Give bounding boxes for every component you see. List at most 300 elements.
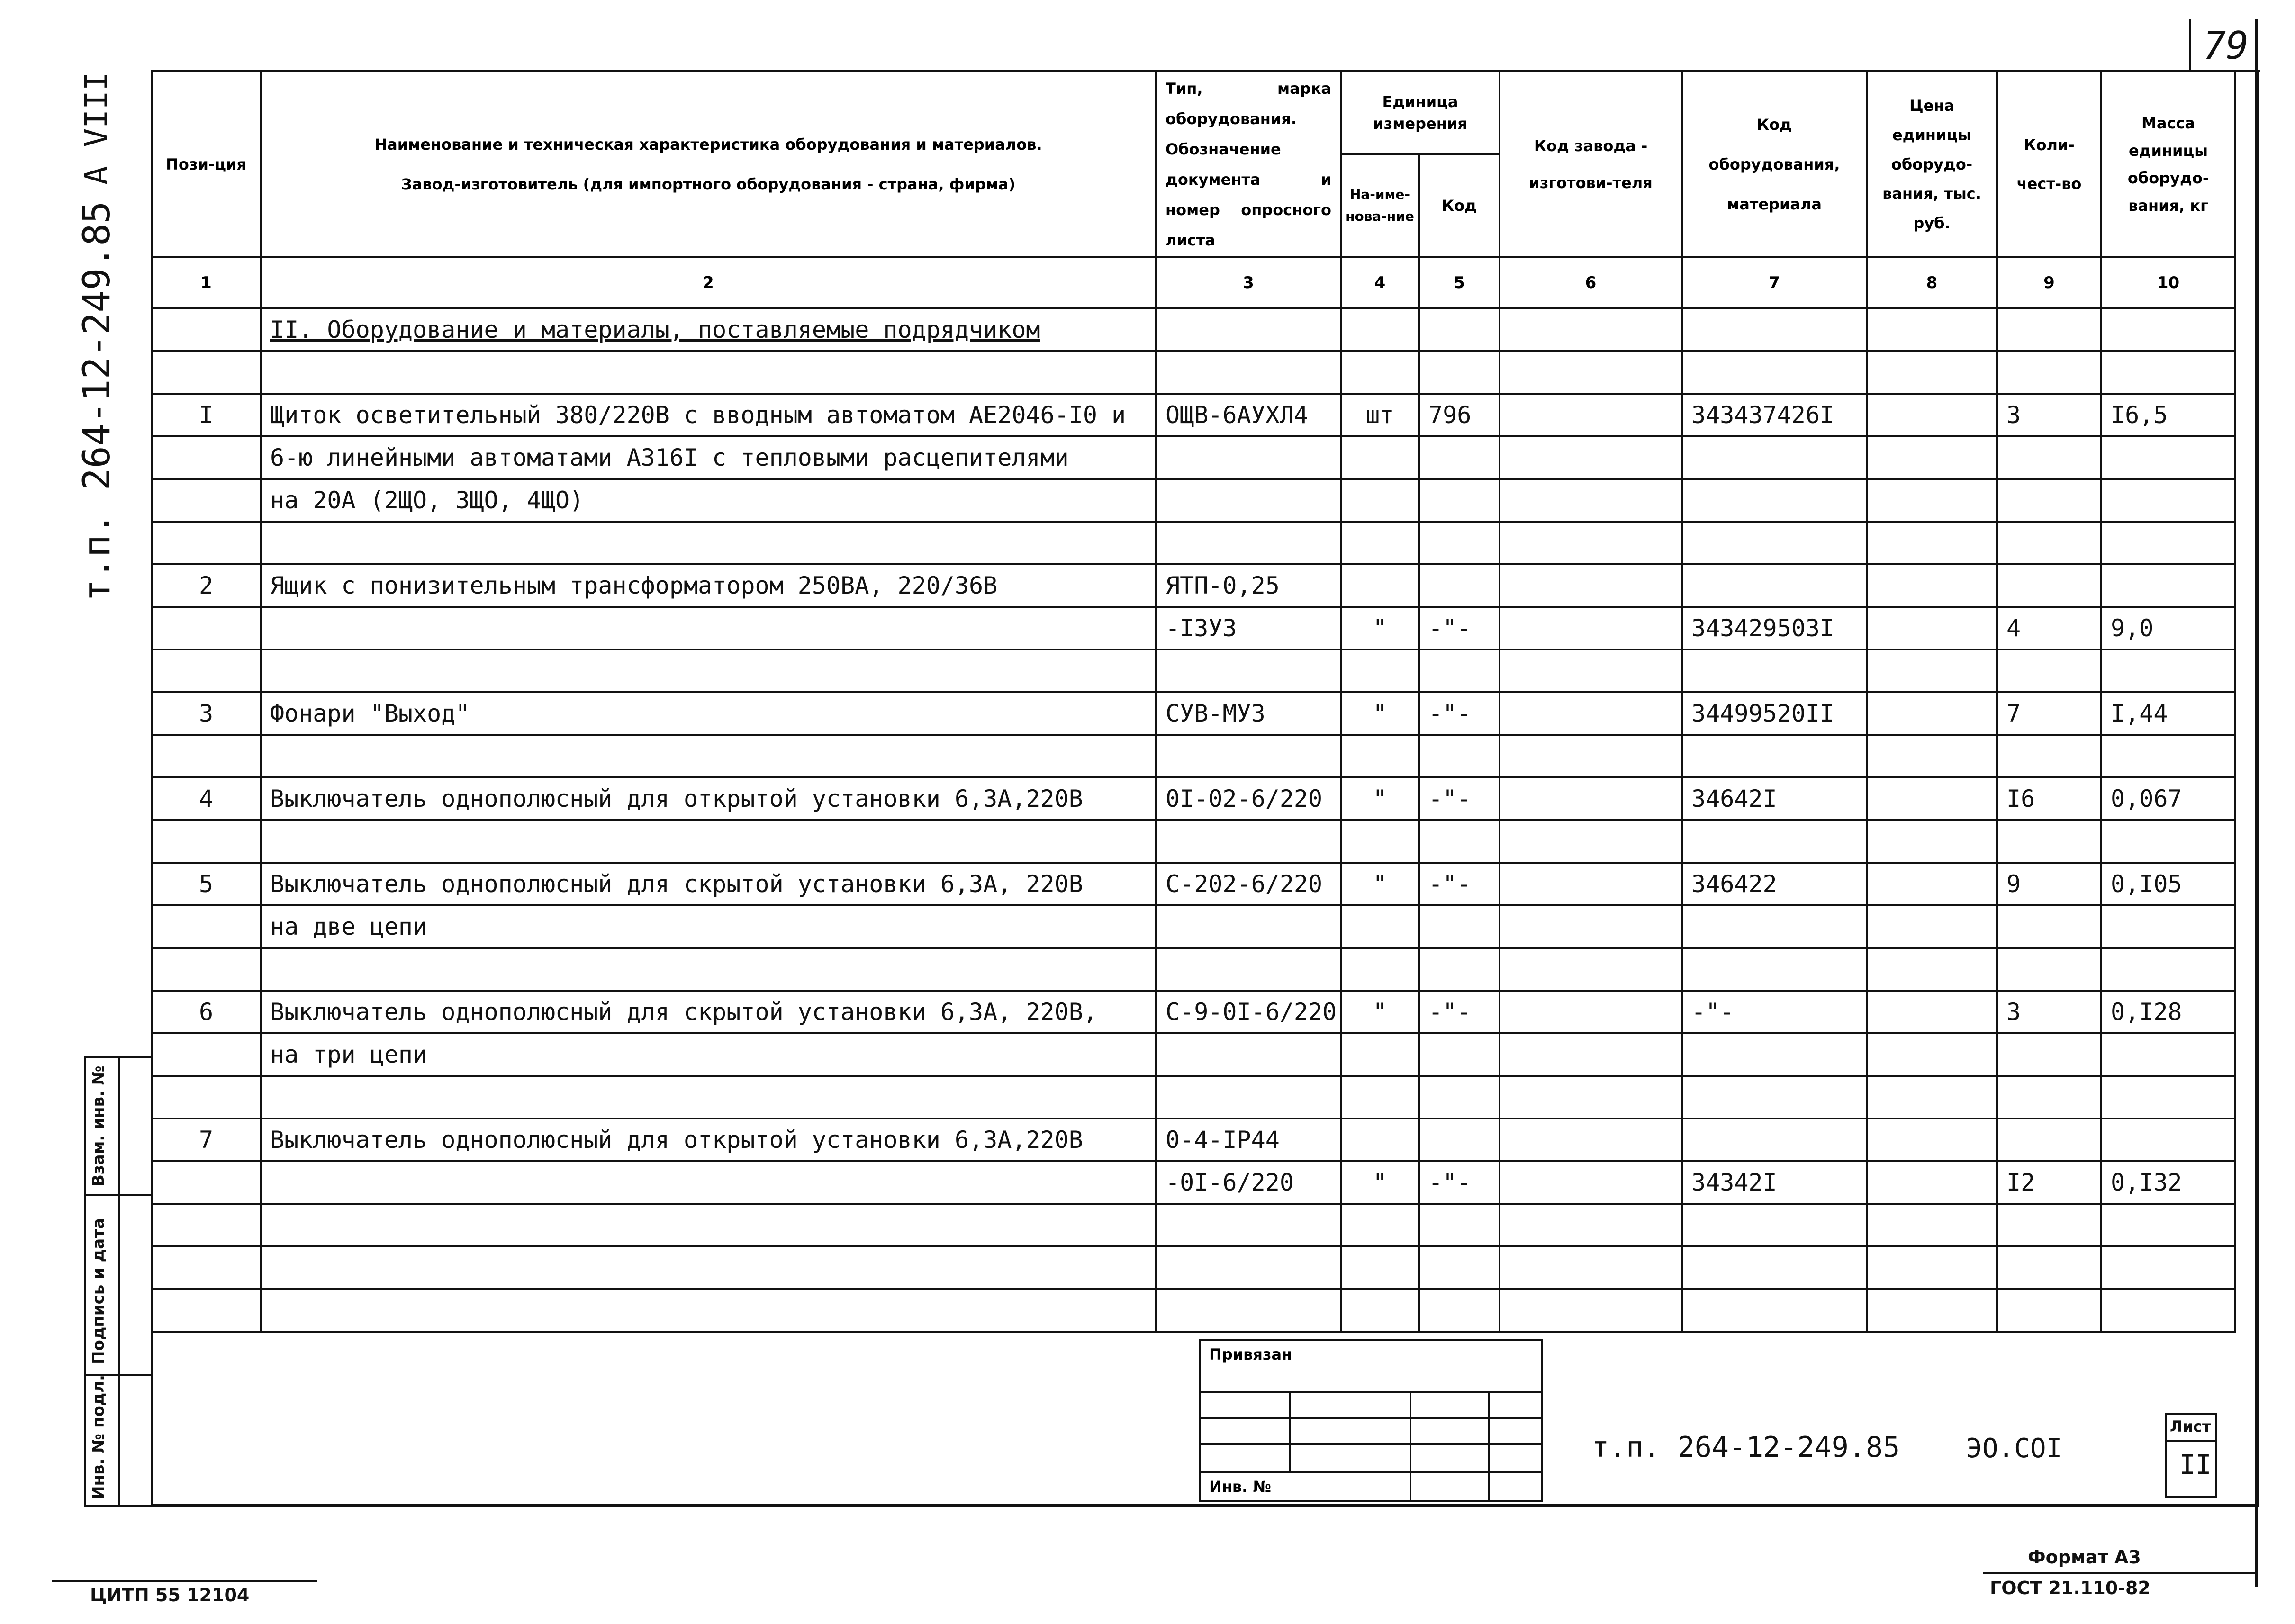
row-name <box>261 1161 1156 1204</box>
row-type <box>1156 351 1341 394</box>
row-quantity: I6 <box>1997 777 2101 820</box>
table-row <box>152 1076 2235 1119</box>
row-price <box>1867 351 1997 394</box>
table-row <box>152 863 2235 905</box>
table-row <box>152 820 2235 863</box>
row-unit <box>1341 948 1419 991</box>
row-type <box>1156 820 1341 863</box>
row-unit: " <box>1341 1161 1419 1204</box>
row-quantity <box>1997 905 2101 948</box>
table-row <box>152 479 2235 522</box>
column-number: 5 <box>1419 257 1500 308</box>
row-price <box>1867 1204 1997 1246</box>
row-unit-code <box>1419 522 1500 564</box>
row-equipment-code <box>1682 1076 1867 1119</box>
row-factory-code <box>1500 522 1682 564</box>
row-factory-code <box>1500 1289 1682 1332</box>
row-equipment-code: 34642I <box>1682 777 1867 820</box>
row-unit: " <box>1341 991 1419 1033</box>
row-quantity <box>1997 1076 2101 1119</box>
row-type <box>1156 1076 1341 1119</box>
row-equipment-code <box>1682 820 1867 863</box>
row-name: II. Оборудование и материалы, поставляемые подрядчиком <box>261 308 1156 351</box>
strip-divider <box>118 1056 120 1507</box>
row-name: на три цепи <box>261 1033 1156 1076</box>
table-row <box>152 991 2235 1033</box>
row-type <box>1156 905 1341 948</box>
row-name <box>261 820 1156 863</box>
row-factory-code <box>1500 1246 1682 1289</box>
row-type: -0I-6/220 <box>1156 1161 1341 1204</box>
row-quantity <box>1997 1289 2101 1332</box>
row-quantity <box>1997 650 2101 692</box>
column-number: 10 <box>2101 257 2235 308</box>
row-type: -I3У3 <box>1156 607 1341 650</box>
row-position <box>152 436 261 479</box>
footer-line <box>1983 1572 2258 1574</box>
table-row <box>152 394 2235 436</box>
row-position <box>152 479 261 522</box>
row-position <box>152 607 261 650</box>
table-row <box>152 948 2235 991</box>
row-mass <box>2101 820 2235 863</box>
row-price <box>1867 1161 1997 1204</box>
row-unit-code <box>1419 436 1500 479</box>
row-quantity <box>1997 479 2101 522</box>
row-position: I <box>152 394 261 436</box>
row-type: 0-4-IР44 <box>1156 1119 1341 1161</box>
row-mass <box>2101 905 2235 948</box>
row-price <box>1867 1119 1997 1161</box>
row-quantity <box>1997 1204 2101 1246</box>
row-name <box>261 735 1156 777</box>
table-row <box>152 1204 2235 1246</box>
row-unit-code: 796 <box>1419 394 1500 436</box>
row-unit <box>1341 479 1419 522</box>
row-price <box>1867 905 1997 948</box>
row-unit <box>1341 564 1419 607</box>
table-row <box>152 650 2235 692</box>
row-quantity <box>1997 1246 2101 1289</box>
row-quantity <box>1997 820 2101 863</box>
row-mass <box>2101 351 2235 394</box>
gost-label: ГОСТ 21.110-82 <box>1990 1578 2150 1598</box>
row-mass <box>2101 522 2235 564</box>
row-unit <box>1341 522 1419 564</box>
row-factory-code <box>1500 1204 1682 1246</box>
row-unit-code <box>1419 1119 1500 1161</box>
row-factory-code <box>1500 351 1682 394</box>
row-price <box>1867 863 1997 905</box>
row-type <box>1156 1204 1341 1246</box>
row-price <box>1867 1076 1997 1119</box>
row-name: Фонари "Выход" <box>261 692 1156 735</box>
row-mass <box>2101 1204 2235 1246</box>
row-position: 2 <box>152 564 261 607</box>
row-mass: 0,I32 <box>2101 1161 2235 1204</box>
binding-stamp <box>1199 1339 1543 1502</box>
row-type <box>1156 948 1341 991</box>
row-name: 6-ю линейными автоматами А316I с тепловыми расцепителями <box>261 436 1156 479</box>
bound-label: Привязан <box>1200 1340 1542 1392</box>
header-type: Тип, марка оборудования. Обозначение документа и номер опросного листа <box>1156 71 1341 257</box>
stamp-doc-suffix: ЭО.СОI <box>1966 1433 2062 1464</box>
row-unit-code <box>1419 650 1500 692</box>
row-quantity <box>1997 564 2101 607</box>
row-position: 5 <box>152 863 261 905</box>
row-type <box>1156 1033 1341 1076</box>
row-unit: " <box>1341 777 1419 820</box>
inv-orig-label: Инв. № подл. <box>89 1374 108 1499</box>
row-unit-code <box>1419 735 1500 777</box>
row-equipment-code: -"- <box>1682 991 1867 1033</box>
row-position <box>152 1289 261 1332</box>
row-factory-code <box>1500 564 1682 607</box>
sign-date-label: Подпись и дата <box>89 1218 108 1364</box>
row-position <box>152 1033 261 1076</box>
row-quantity <box>1997 436 2101 479</box>
row-name <box>261 948 1156 991</box>
row-name <box>261 1076 1156 1119</box>
row-unit-code: -"- <box>1419 692 1500 735</box>
column-number: 2 <box>261 257 1156 308</box>
row-type <box>1156 308 1341 351</box>
row-factory-code <box>1500 1033 1682 1076</box>
row-mass <box>2101 564 2235 607</box>
publisher-label: ЦИТП 55 12104 <box>90 1585 250 1606</box>
row-type: ОЩВ-6АУХЛ4 <box>1156 394 1341 436</box>
header-unit-name: На-име-нова-ние <box>1341 154 1419 257</box>
row-mass: I6,5 <box>2101 394 2235 436</box>
row-position <box>152 948 261 991</box>
row-factory-code <box>1500 1076 1682 1119</box>
row-quantity: 7 <box>1997 692 2101 735</box>
row-factory-code <box>1500 692 1682 735</box>
table-row <box>152 607 2235 650</box>
row-unit <box>1341 735 1419 777</box>
column-number: 6 <box>1500 257 1682 308</box>
row-equipment-code <box>1682 948 1867 991</box>
row-factory-code <box>1500 735 1682 777</box>
row-equipment-code <box>1682 351 1867 394</box>
row-equipment-code <box>1682 522 1867 564</box>
row-unit-code <box>1419 905 1500 948</box>
row-mass <box>2101 1119 2235 1161</box>
table-body <box>152 308 2235 1332</box>
row-unit-code: -"- <box>1419 777 1500 820</box>
table-row <box>152 1161 2235 1204</box>
row-quantity: 4 <box>1997 607 2101 650</box>
row-mass <box>2101 1076 2235 1119</box>
row-position <box>152 1204 261 1246</box>
table-row <box>152 1119 2235 1161</box>
row-position: 6 <box>152 991 261 1033</box>
row-price <box>1867 1246 1997 1289</box>
header-unit-code: Код <box>1419 154 1500 257</box>
row-price <box>1867 564 1997 607</box>
sheet-label: Лист <box>2170 1417 2211 1435</box>
row-quantity <box>1997 351 2101 394</box>
right-edge-line <box>2255 19 2258 1587</box>
row-position: 7 <box>152 1119 261 1161</box>
column-number: 1 <box>152 257 261 308</box>
row-unit-code <box>1419 351 1500 394</box>
row-unit: " <box>1341 607 1419 650</box>
row-quantity <box>1997 948 2101 991</box>
row-unit-code: -"- <box>1419 991 1500 1033</box>
row-unit <box>1341 1033 1419 1076</box>
row-equipment-code <box>1682 1119 1867 1161</box>
table-row <box>152 905 2235 948</box>
row-type <box>1156 436 1341 479</box>
row-quantity: 3 <box>1997 991 2101 1033</box>
row-name: Щиток осветительный 380/220В с вводным автоматом АЕ2046-I0 и <box>261 394 1156 436</box>
row-name: Выключатель однополюсный для скрытой установки 6,3А, 220В, <box>261 991 1156 1033</box>
row-unit-code: -"- <box>1419 607 1500 650</box>
footer-line-left <box>52 1580 317 1582</box>
row-quantity: 3 <box>1997 394 2101 436</box>
header-name-line1: Наименование и техническая характеристика оборудования и материалов. <box>374 135 1042 153</box>
row-equipment-code <box>1682 735 1867 777</box>
row-price <box>1867 607 1997 650</box>
row-mass <box>2101 436 2235 479</box>
row-price <box>1867 650 1997 692</box>
row-equipment-code <box>1682 905 1867 948</box>
table-row <box>152 522 2235 564</box>
row-mass: 0,067 <box>2101 777 2235 820</box>
row-factory-code <box>1500 436 1682 479</box>
row-unit-code <box>1419 1033 1500 1076</box>
row-unit <box>1341 436 1419 479</box>
column-number: 8 <box>1867 257 1997 308</box>
row-unit <box>1341 308 1419 351</box>
row-price <box>1867 308 1997 351</box>
row-position <box>152 905 261 948</box>
row-mass <box>2101 1246 2235 1289</box>
table-row <box>152 692 2235 735</box>
row-price <box>1867 1033 1997 1076</box>
row-price <box>1867 394 1997 436</box>
row-type: С-202-6/220 <box>1156 863 1341 905</box>
row-unit <box>1341 650 1419 692</box>
row-unit <box>1341 1289 1419 1332</box>
table-row <box>152 564 2235 607</box>
row-type: С-9-0I-6/220 <box>1156 991 1341 1033</box>
row-price <box>1867 1289 1997 1332</box>
row-position <box>152 820 261 863</box>
row-mass <box>2101 308 2235 351</box>
row-factory-code <box>1500 394 1682 436</box>
row-factory-code <box>1500 905 1682 948</box>
row-name <box>261 522 1156 564</box>
row-factory-code <box>1500 820 1682 863</box>
row-mass <box>2101 650 2235 692</box>
sheet-value: II <box>2179 1450 2212 1480</box>
row-unit-code <box>1419 1204 1500 1246</box>
row-unit-code <box>1419 1246 1500 1289</box>
row-position <box>152 522 261 564</box>
row-price <box>1867 820 1997 863</box>
row-quantity <box>1997 522 2101 564</box>
row-price <box>1867 735 1997 777</box>
row-type: 0I-02-6/220 <box>1156 777 1341 820</box>
row-mass: I,44 <box>2101 692 2235 735</box>
row-price <box>1867 522 1997 564</box>
row-name: Ящик с понизительным трансформатором 250ВА, 220/36В <box>261 564 1156 607</box>
row-price <box>1867 692 1997 735</box>
table-row <box>152 777 2235 820</box>
side-album-label: А VIII <box>78 72 115 185</box>
row-type <box>1156 735 1341 777</box>
row-quantity: 9 <box>1997 863 2101 905</box>
row-name: на две цепи <box>261 905 1156 948</box>
row-equipment-code: 343437426I <box>1682 394 1867 436</box>
row-type: ЯТП-0,25 <box>1156 564 1341 607</box>
row-name: Выключатель однополюсный для открытой установки 6,3А,220В <box>261 1119 1156 1161</box>
column-number: 4 <box>1341 257 1419 308</box>
sheet-box-divider <box>2165 1440 2217 1442</box>
row-factory-code <box>1500 308 1682 351</box>
row-quantity: I2 <box>1997 1161 2101 1204</box>
row-price <box>1867 948 1997 991</box>
header-position: Пози-ция <box>152 71 261 257</box>
row-type <box>1156 1246 1341 1289</box>
row-equipment-code <box>1682 650 1867 692</box>
row-name <box>261 351 1156 394</box>
row-equipment-code <box>1682 1033 1867 1076</box>
header-equipment-code: Код оборудования, материала <box>1682 71 1867 257</box>
row-mass <box>2101 1289 2235 1332</box>
row-position <box>152 1161 261 1204</box>
inv-label: Инв. № <box>1200 1472 1410 1501</box>
row-price <box>1867 479 1997 522</box>
row-equipment-code <box>1682 308 1867 351</box>
row-unit <box>1341 1119 1419 1161</box>
header-name <box>261 71 1156 257</box>
row-equipment-code: 346422 <box>1682 863 1867 905</box>
row-position <box>152 1076 261 1119</box>
row-unit-code <box>1419 308 1500 351</box>
row-type <box>1156 650 1341 692</box>
row-type <box>1156 1289 1341 1332</box>
row-factory-code <box>1500 607 1682 650</box>
table-row <box>152 351 2235 394</box>
column-number: 7 <box>1682 257 1867 308</box>
row-factory-code <box>1500 479 1682 522</box>
table-row <box>152 1289 2235 1332</box>
row-name <box>261 607 1156 650</box>
row-mass <box>2101 479 2235 522</box>
row-mass: 0,I28 <box>2101 991 2235 1033</box>
row-equipment-code <box>1682 564 1867 607</box>
row-mass <box>2101 948 2235 991</box>
row-factory-code <box>1500 777 1682 820</box>
row-unit-code <box>1419 820 1500 863</box>
corner-divider <box>2189 19 2191 71</box>
row-mass <box>2101 735 2235 777</box>
row-equipment-code <box>1682 1204 1867 1246</box>
row-equipment-code <box>1682 479 1867 522</box>
header-unit-group: Единица измерения <box>1341 71 1500 154</box>
row-unit-code <box>1419 1289 1500 1332</box>
row-name <box>261 1246 1156 1289</box>
row-price <box>1867 777 1997 820</box>
row-position: 3 <box>152 692 261 735</box>
header-quantity: Коли-чест-во <box>1997 71 2101 257</box>
row-factory-code <box>1500 863 1682 905</box>
row-unit-code <box>1419 564 1500 607</box>
row-unit <box>1341 905 1419 948</box>
header-unit-mass: Масса единицы оборудо-вания, кг <box>2101 71 2235 257</box>
row-unit <box>1341 820 1419 863</box>
row-equipment-code <box>1682 1246 1867 1289</box>
row-quantity <box>1997 1119 2101 1161</box>
row-mass: 0,I05 <box>2101 863 2235 905</box>
row-type: СУВ-МУ3 <box>1156 692 1341 735</box>
row-name <box>261 1289 1156 1332</box>
table-row <box>152 735 2235 777</box>
row-unit <box>1341 1204 1419 1246</box>
row-quantity <box>1997 735 2101 777</box>
row-unit: шт <box>1341 394 1419 436</box>
row-unit-code: -"- <box>1419 1161 1500 1204</box>
row-position <box>152 735 261 777</box>
header-unit-price: Цена единицы оборудо-вания, тыс. руб. <box>1867 71 1997 257</box>
row-factory-code <box>1500 948 1682 991</box>
row-factory-code <box>1500 1161 1682 1204</box>
row-position <box>152 351 261 394</box>
column-number: 9 <box>1997 257 2101 308</box>
row-unit-code <box>1419 1076 1500 1119</box>
row-price <box>1867 991 1997 1033</box>
row-equipment-code: 34499520II <box>1682 692 1867 735</box>
row-unit: " <box>1341 692 1419 735</box>
row-type <box>1156 522 1341 564</box>
row-mass <box>2101 1033 2235 1076</box>
row-unit-code <box>1419 479 1500 522</box>
row-factory-code <box>1500 991 1682 1033</box>
table-row <box>152 1033 2235 1076</box>
row-equipment-code: 343429503I <box>1682 607 1867 650</box>
specification-table <box>151 70 2236 1333</box>
format-label: Формат А3 <box>2028 1547 2141 1568</box>
table-row <box>152 308 2235 351</box>
side-doc-code: т.п. 264-12-249.85 <box>76 201 118 602</box>
row-equipment-code <box>1682 1289 1867 1332</box>
stamp-doc-number: т.п. 264-12-249.85 <box>1592 1431 1900 1464</box>
row-name: на 20А (2ЩО, 3ЩО, 4ЩО) <box>261 479 1156 522</box>
row-equipment-code <box>1682 436 1867 479</box>
row-unit: " <box>1341 863 1419 905</box>
row-factory-code <box>1500 650 1682 692</box>
header-factory-code: Код завода - изготови-теля <box>1500 71 1682 257</box>
sheet-number-top: 79 <box>2203 24 2249 68</box>
row-name: Выключатель однополюсный для открытой установки 6,3А,220В <box>261 777 1156 820</box>
row-factory-code <box>1500 1119 1682 1161</box>
row-unit <box>1341 1246 1419 1289</box>
row-type <box>1156 479 1341 522</box>
row-position <box>152 650 261 692</box>
row-name <box>261 650 1156 692</box>
row-name: Выключатель однополюсный для скрытой установки 6,3А, 220В <box>261 863 1156 905</box>
row-price <box>1867 436 1997 479</box>
row-equipment-code: 34342I <box>1682 1161 1867 1204</box>
row-mass: 9,0 <box>2101 607 2235 650</box>
row-name <box>261 1204 1156 1246</box>
column-number-row <box>152 257 2235 308</box>
row-quantity <box>1997 1033 2101 1076</box>
row-position: 4 <box>152 777 261 820</box>
